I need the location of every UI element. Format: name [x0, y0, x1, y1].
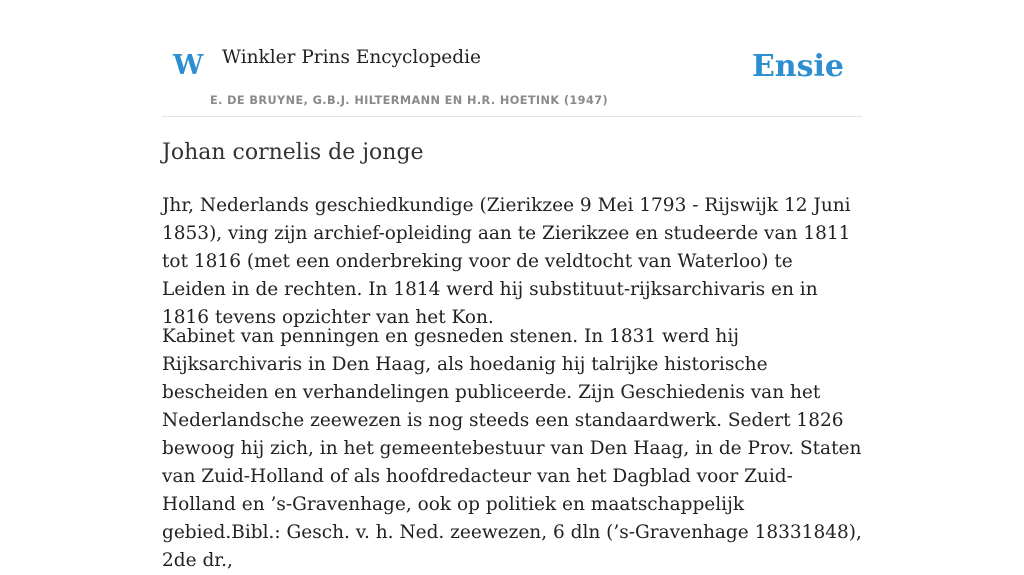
site-title[interactable]: Winkler Prins Encyclopedie: [222, 47, 481, 68]
winkler-prins-logo[interactable]: W: [173, 50, 204, 81]
site-header: [162, 0, 862, 117]
article-paragraph-1: Jhr, Nederlands geschiedkundige (Zierikzee 9 Mei 1793 - Rijswijk 12 Juni 1853), ving zijn archief-opleiding aan te Zierikzee en studeerde van 1811 tot 1816 (met een onderbreking voor de veldtocht van Waterloo) te Leiden in de rechten. In 1814 werd hij substituut-rijksarchivaris en in 1816 tevens opzichter van het Kon.: [162, 195, 851, 328]
article-title: Johan cornelis de jonge: [162, 140, 424, 165]
ensie-logo[interactable]: Ensie: [751, 49, 844, 84]
page-container: [162, 0, 862, 571]
article-paragraph-2: Kabinet van penningen en gesneden stenen. In 1831 werd hij Rijksarchivaris in Den Haag, als hoedanig hij talrijke historische bescheiden en verhandelingen publiceerde. Zijn Geschiedenis van het Nederlandsche zeewezen is nog steeds een standaardwerk. Sedert 1826 bewoog hij zich, in het gemeentebestuur van Den Haag, in de Prov. Staten van Zuid-Holland of als hoofdredacteur van het Dagblad voor Zuid-Holland en ’s-Gravenhage, ook op politiek en maatschappelijk gebied.Bibl.: Gesch. v. h. Ned. zeewezen, 6 dln (’s-Gravenhage 18331848), 2de dr.,: [162, 326, 862, 571]
authors-line: E. DE BRUYNE, G.B.J. HILTERMANN EN H.R. HOETINK (1947): [210, 94, 609, 107]
